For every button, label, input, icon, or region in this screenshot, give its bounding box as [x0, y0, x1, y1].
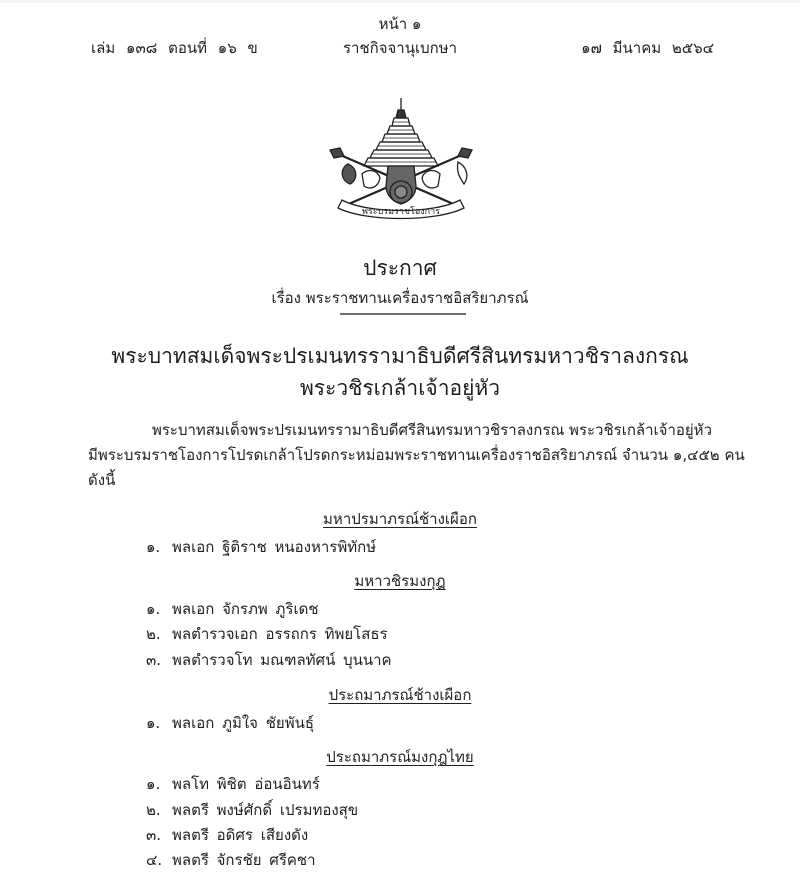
item-name: พลเอก จักรภพ ภูริเดช	[172, 600, 319, 618]
body-line-1: พระบาทสมเด็จพระปรเมนทรรามาธิบดีศรีสินทรมหาวชิราลงกรณ พระวชิรเกล้าเจ้าอยู่หัว	[151, 421, 712, 439]
publication-date: ๑๗ มีนาคม ๒๕๖๔	[581, 39, 714, 57]
list-item	[146, 798, 358, 822]
item-number: ๓.	[146, 826, 162, 844]
list-item	[146, 622, 388, 646]
item-number: ๒.	[146, 801, 161, 819]
item-name: พลเอก ฐิติราช หนองหารพิทักษ์	[172, 538, 377, 556]
viewer-top-edge	[0, 0, 800, 3]
item-name: พลโท พิชิต อ่อนอินทร์	[172, 775, 320, 793]
list-item	[146, 772, 320, 796]
item-number: ๓.	[146, 651, 162, 669]
section-title: ประถมาภรณ์ช้างเผือก	[328, 686, 472, 704]
royal-name-line-2: พระวชิรเกล้าเจ้าอยู่หัว	[299, 376, 501, 400]
item-name: พลตรี พงษ์ศักดิ์ เปรมทองสุข	[172, 801, 359, 819]
royal-name-line-1: พระบาทสมเด็จพระปรเมนทรรามาธิบดีศรีสินทรมหาวชิราลงกรณ	[111, 344, 689, 368]
item-name: พลตำรวจเอก อรรถกร ทิพยโสธร	[172, 625, 388, 643]
title-divider	[340, 313, 466, 315]
publication-name: ราชกิจจานุเบกษา	[342, 39, 458, 57]
item-name: พลตรี อดิศร เสียงดัง	[172, 826, 309, 844]
item-name: พลเอก ภูมิใจ ชัยพันธุ์	[172, 714, 314, 732]
announcement-subject: เรื่อง พระราชทานเครื่องราชอิสริยาภรณ์	[271, 289, 529, 307]
section-title: มหาวชิรมงกุฎ	[354, 572, 446, 590]
item-number: ๔.	[146, 851, 163, 869]
list-item	[146, 648, 392, 672]
announcement-title: ประกาศ	[363, 256, 437, 280]
item-number: ๑.	[146, 714, 161, 732]
volume-issue: เล่ม ๑๓๘ ตอนที่ ๑๖ ข	[91, 39, 258, 57]
item-number: ๑.	[146, 600, 161, 618]
list-item	[146, 711, 314, 735]
item-number: ๑.	[146, 538, 161, 556]
royal-emblem-icon	[318, 96, 484, 222]
emblem-caption: พระบรมราชโองการ	[361, 207, 441, 217]
item-name: พลตรี จักรชัย ศรีคชา	[172, 851, 316, 869]
list-item	[146, 597, 319, 621]
list-item	[146, 848, 316, 872]
page-number: หน้า ๑	[378, 15, 422, 33]
item-number: ๑.	[146, 775, 161, 793]
body-line-2: มีพระบรมราชโองการโปรดเกล้าโปรดกระหม่อมพระราชทานเครื่องราชอิสริยาภรณ์ จำนวน ๑,๔๕๒ คน	[88, 446, 745, 464]
body-line-3: ดังนี้	[88, 471, 116, 489]
list-item	[146, 535, 376, 559]
list-item	[146, 823, 308, 847]
item-number: ๒.	[146, 625, 161, 643]
section-title: ประถมาภรณ์มงกุฎไทย	[326, 748, 474, 766]
item-name: พลตำรวจโท มณฑลทัศน์ บุนนาค	[172, 651, 392, 669]
section-title: มหาปรมาภรณ์ช้างเผือก	[323, 510, 477, 528]
